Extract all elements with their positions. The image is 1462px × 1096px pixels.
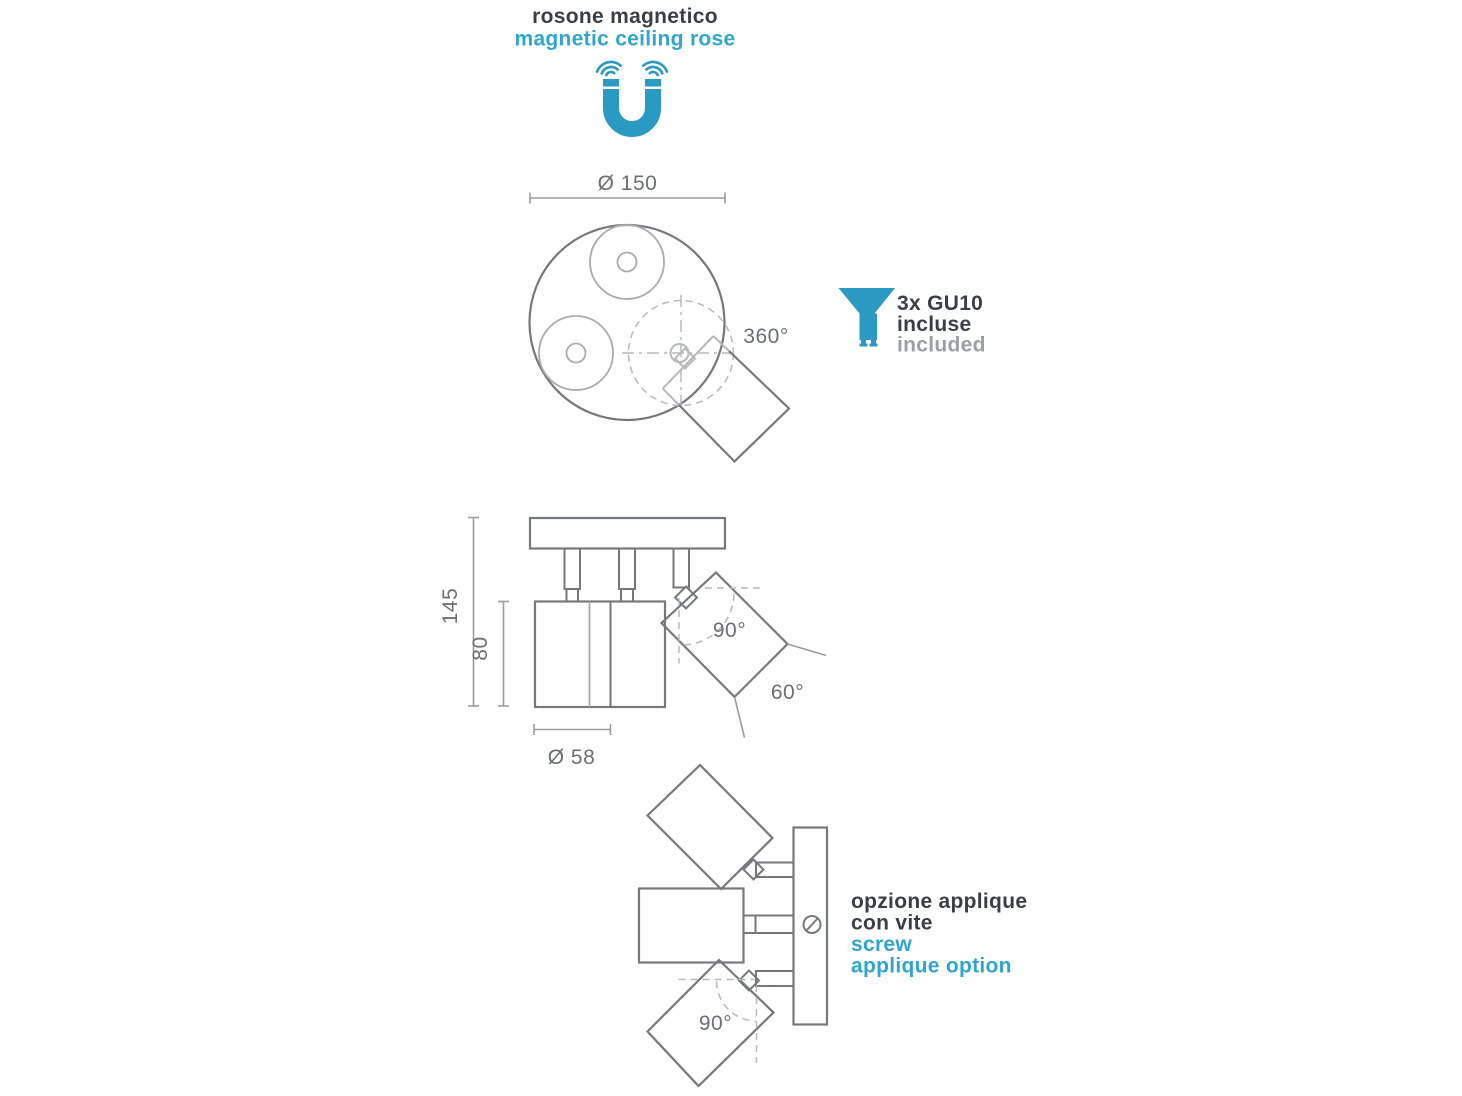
body-height-80-label: 80 bbox=[469, 636, 492, 661]
swivel-joint bbox=[675, 587, 697, 609]
caption-en-line2: applique option bbox=[851, 954, 1012, 978]
screw-head-icon bbox=[804, 916, 821, 933]
dimension-height-145 bbox=[439, 518, 479, 707]
title-italian: rosone magnetico bbox=[532, 5, 718, 28]
magnet-icon bbox=[595, 59, 668, 129]
tilt-90-label: 90° bbox=[712, 619, 747, 642]
title-english: magnetic ceiling rose bbox=[514, 27, 736, 51]
ceiling-rose-outline bbox=[530, 225, 725, 420]
caption-en-line1: screw bbox=[851, 933, 913, 956]
dimension-diameter-150 bbox=[530, 172, 725, 204]
spot-circle-left bbox=[539, 316, 613, 390]
applique-caption bbox=[851, 890, 1027, 978]
wall-tilt-90-label: 90° bbox=[698, 1012, 733, 1035]
gu10-included-en-label: included bbox=[897, 333, 986, 357]
stem-left bbox=[565, 549, 581, 602]
spot-head-up bbox=[648, 765, 773, 889]
diameter-150-label: Ø 150 bbox=[597, 172, 658, 195]
gu10-bulb-icon bbox=[839, 288, 896, 347]
caption-it-line2: con vite bbox=[851, 911, 933, 935]
stem-right bbox=[674, 549, 690, 588]
ceiling-plate bbox=[530, 518, 725, 549]
spot-body-middle bbox=[639, 889, 744, 963]
stem-middle bbox=[619, 549, 635, 602]
beam-line-lower bbox=[735, 697, 745, 738]
stem-middle-wall bbox=[744, 916, 794, 934]
side-view-drawing bbox=[439, 518, 826, 770]
caption-it-line1: opzione applique bbox=[851, 890, 1028, 913]
magnet-waves-left-icon bbox=[595, 59, 622, 77]
diameter-58-label: Ø 58 bbox=[547, 746, 596, 769]
dimension-body-80 bbox=[469, 602, 509, 707]
gu10-badge bbox=[839, 288, 986, 357]
beam-line-upper bbox=[788, 644, 827, 656]
gu10-included-it-label: incluse bbox=[897, 313, 972, 336]
spot-bodies-front bbox=[535, 602, 665, 708]
applique-view-drawing bbox=[639, 765, 1027, 1086]
header bbox=[514, 5, 735, 129]
stem-top bbox=[756, 863, 794, 878]
top-view-drawing bbox=[530, 172, 790, 462]
rotation-path bbox=[622, 295, 734, 407]
magnet-waves-right-icon bbox=[642, 59, 669, 77]
beam-60-label: 60° bbox=[770, 681, 805, 704]
spot-circle-top bbox=[590, 225, 664, 299]
rotation-360-label: 360° bbox=[743, 325, 789, 348]
dimension-diameter-58 bbox=[534, 724, 611, 769]
gu10-count-label: 3x GU10 bbox=[897, 292, 984, 315]
stem-bottom bbox=[756, 971, 794, 986]
height-145-label: 145 bbox=[439, 587, 462, 625]
